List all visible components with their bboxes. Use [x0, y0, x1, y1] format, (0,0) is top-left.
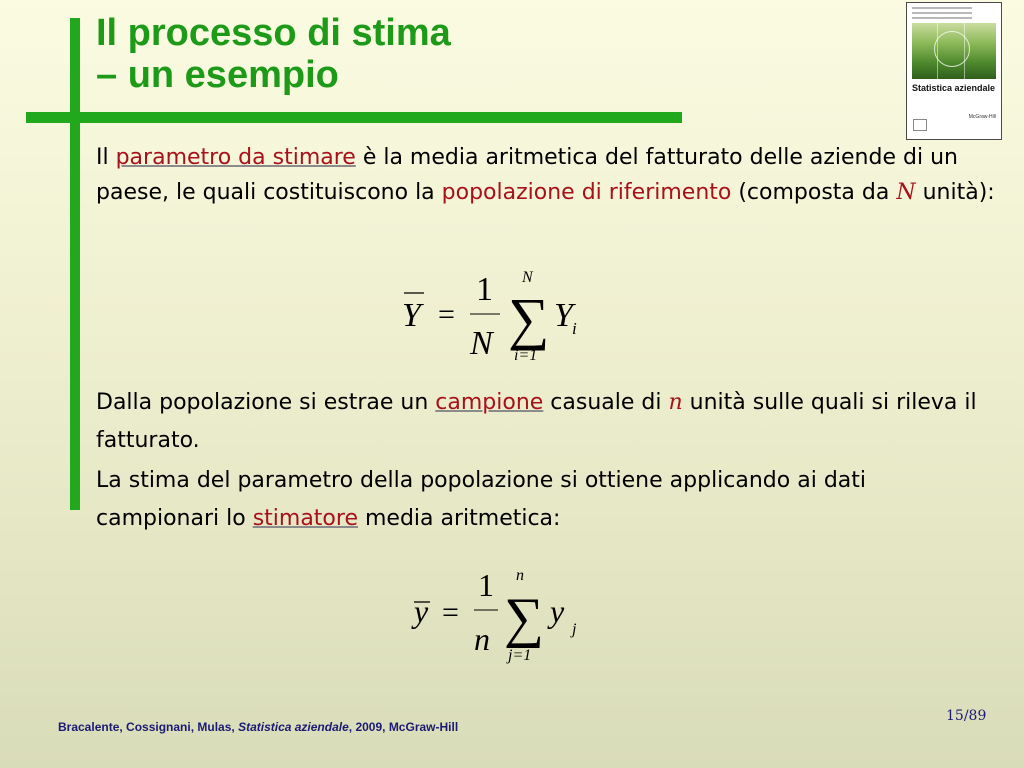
f1-upper-limit: N: [522, 269, 533, 286]
f1-lower-limit: i=1: [514, 347, 538, 364]
f1-equals: =: [438, 298, 455, 331]
f2-lhs: y: [414, 593, 429, 629]
p3-post: media aritmetica:: [357, 506, 561, 531]
footer-book-title: Statistica aziendale: [238, 720, 349, 734]
paragraph-parameter: [96, 140, 996, 210]
formula-population-mean: [396, 262, 596, 372]
book-author-lines: [912, 7, 972, 22]
f1-numerator: 1: [476, 271, 493, 308]
variable-N: N: [896, 180, 916, 205]
slide-title: [96, 12, 451, 96]
paragraph-estimator: [96, 462, 996, 538]
f1-denominator: N: [470, 325, 493, 362]
p1-post2: unità):: [915, 180, 995, 205]
book-cover-publisher: McGraw-Hill: [968, 114, 996, 120]
book-cover-photo: [912, 23, 996, 79]
f1-sum-icon: ∑: [508, 286, 550, 351]
f1-term: Y: [554, 297, 573, 334]
formula-sample-mean: [408, 568, 588, 668]
book-cover-title: Statistica aziendale: [912, 83, 996, 93]
f1-subscript: i: [572, 319, 577, 338]
f2-term: y: [550, 593, 565, 629]
paragraph-sample: [96, 384, 996, 460]
p2-post: unità sulle quali si rileva il fatturato.: [96, 390, 977, 453]
f1-lhs: Y: [402, 297, 421, 334]
p2-mid: casuale di: [543, 390, 669, 415]
p3-pre: La stima del parametro della popolazione si ottiene applicando ai dati campionari lo: [96, 468, 866, 531]
publisher-logo-icon: [913, 119, 927, 131]
f2-upper-limit: n: [516, 568, 524, 584]
term-stimatore: stimatore: [252, 506, 358, 531]
p1-mid: è la media aritmetica del fatturato delle aziende di un paese, le quali costituiscono la: [96, 145, 958, 205]
term-campione: campione: [435, 390, 544, 415]
f2-equals: =: [442, 596, 459, 629]
footer-citation: [58, 720, 458, 734]
f2-denominator: n: [474, 621, 490, 657]
f2-sum-icon: ∑: [504, 587, 544, 649]
footer-authors: Bracalente, Cossignani, Mulas,: [58, 720, 239, 734]
slide-title-line2: – un esempio: [96, 54, 339, 96]
f2-numerator: 1: [478, 568, 494, 603]
slide-title-line1: Il processo di stima: [96, 12, 451, 54]
page-number: 15/89: [946, 708, 987, 724]
vertical-accent-bar: [70, 18, 80, 510]
book-cover-thumbnail: [906, 2, 1002, 140]
variable-n: n: [668, 390, 683, 415]
term-parametro-da-stimare: parametro da stimare: [115, 145, 356, 170]
p2-pre: Dalla popolazione si estrae un: [96, 390, 436, 415]
p1-post1: (composta da: [731, 180, 897, 205]
p1-pre: Il: [96, 145, 116, 170]
horizontal-accent-bar: [26, 112, 682, 123]
f2-subscript: j: [572, 621, 577, 638]
term-popolazione-di-riferimento: popolazione di riferimento: [441, 180, 732, 205]
f2-lower-limit: j=1: [508, 647, 532, 664]
footer-rest: , 2009, McGraw-Hill: [348, 720, 459, 734]
